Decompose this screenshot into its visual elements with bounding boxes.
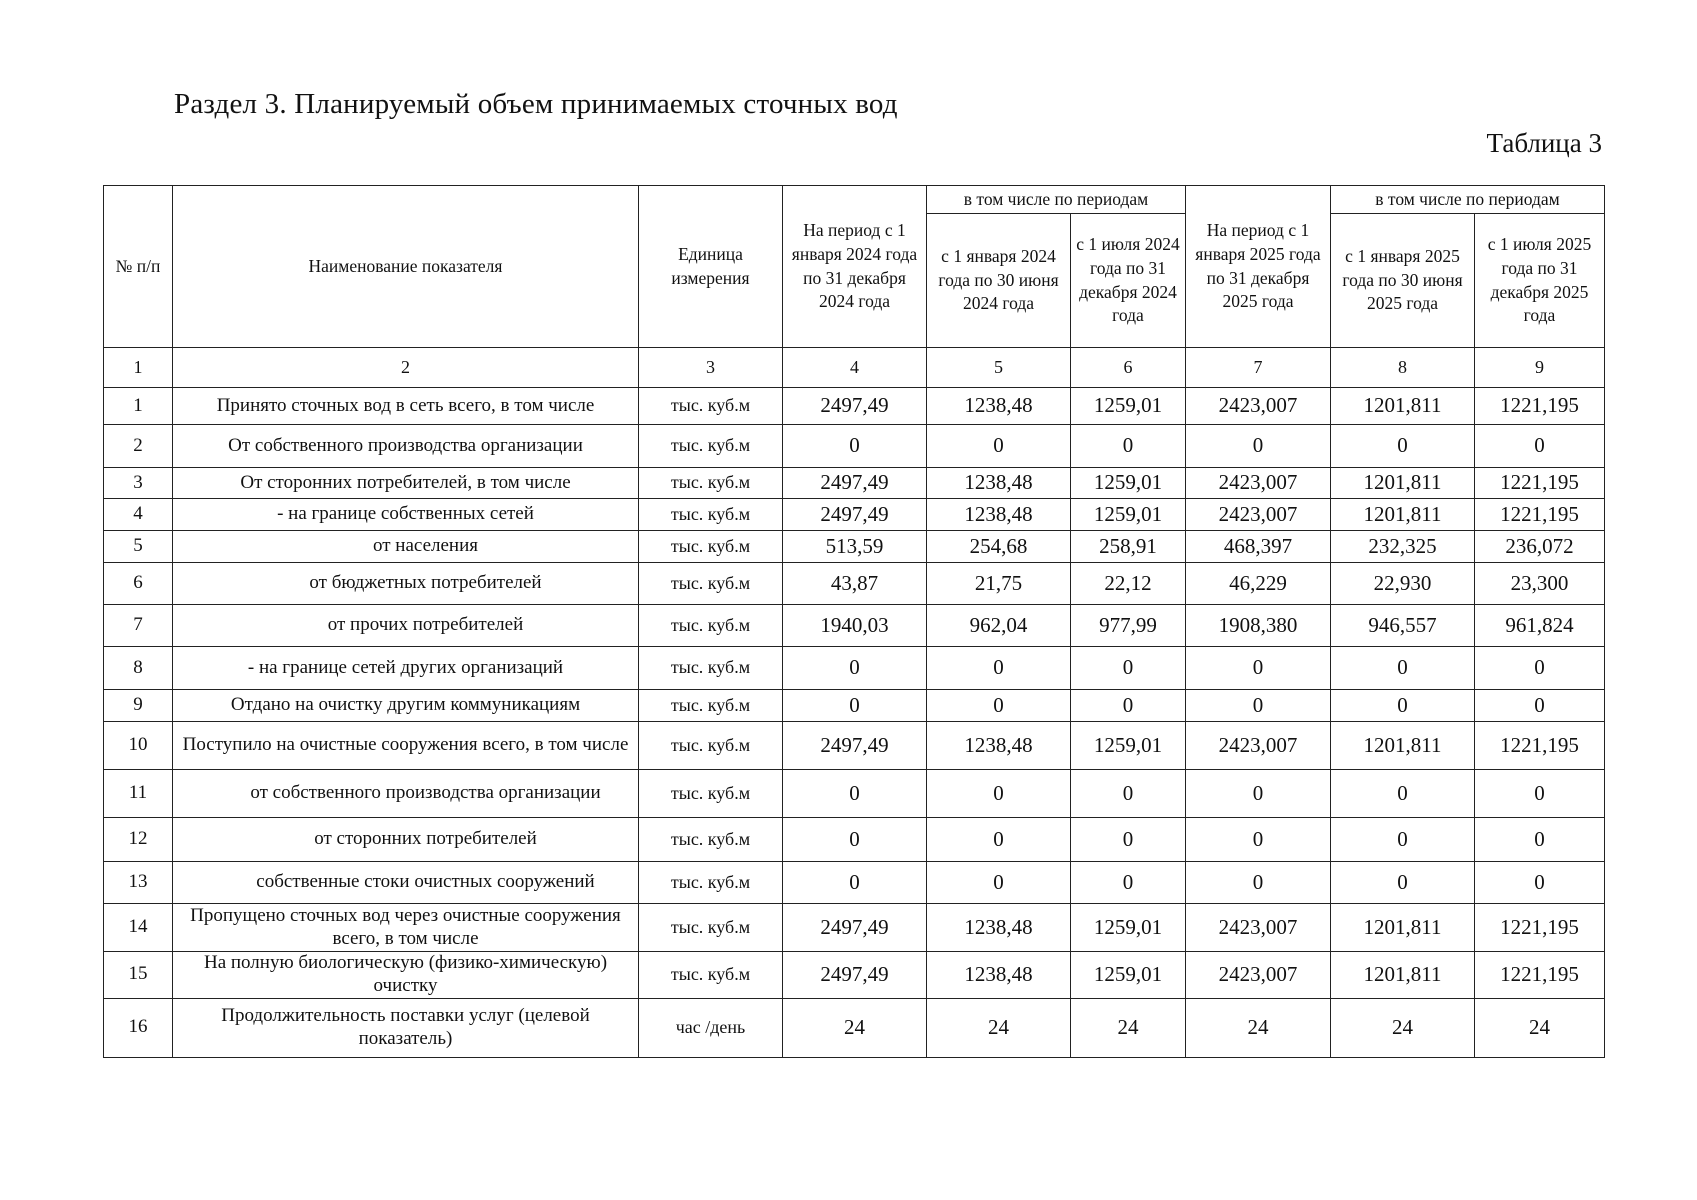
column-number: 8: [1331, 348, 1475, 388]
column-number: 2: [173, 348, 639, 388]
table-row: [104, 690, 1605, 722]
header-num: № п/п: [104, 186, 173, 348]
value-cell: 0: [1186, 647, 1331, 690]
column-number: 7: [1186, 348, 1331, 388]
value-cell: 0: [1071, 818, 1186, 862]
value-cell: 1201,811: [1331, 722, 1475, 770]
value-cell: 2497,49: [783, 388, 927, 425]
value-cell: 0: [1071, 690, 1186, 722]
section-title: Раздел 3. Планируемый объем принимаемых сточных вод: [174, 88, 898, 120]
value-cell: 0: [927, 770, 1071, 818]
value-cell: 1238,48: [927, 904, 1071, 952]
column-number: 4: [783, 348, 927, 388]
value-cell: 977,99: [1071, 605, 1186, 647]
value-cell: 254,68: [927, 531, 1071, 563]
row-number: 13: [104, 862, 173, 904]
indicator-name: Пропущено сточных вод через очистные сооружения всего, в том числе: [173, 904, 639, 952]
value-cell: 0: [1331, 818, 1475, 862]
row-number: 2: [104, 425, 173, 468]
value-cell: 1259,01: [1071, 952, 1186, 999]
value-cell: 1238,48: [927, 468, 1071, 499]
value-cell: 21,75: [927, 563, 1071, 605]
value-cell: 1201,811: [1331, 904, 1475, 952]
header-h1-2024: с 1 января 2024 года по 30 июня 2024 года: [927, 214, 1071, 348]
value-cell: 0: [1071, 770, 1186, 818]
value-cell: 0: [783, 425, 927, 468]
value-cell: 946,557: [1331, 605, 1475, 647]
value-cell: 2497,49: [783, 468, 927, 499]
value-cell: 1940,03: [783, 605, 927, 647]
value-cell: 1221,195: [1475, 388, 1605, 425]
value-cell: 0: [783, 770, 927, 818]
value-cell: 1259,01: [1071, 722, 1186, 770]
header-period-2025: На период с 1 января 2025 года по 31 декабря 2025 года: [1186, 186, 1331, 348]
value-cell: 2423,007: [1186, 499, 1331, 531]
value-cell: 0: [1475, 818, 1605, 862]
value-cell: 24: [1071, 998, 1186, 1057]
indicator-name: От собственного производства организации: [173, 425, 639, 468]
table-row: [104, 531, 1605, 563]
indicator-name: от бюджетных потребителей: [173, 563, 639, 605]
indicator-name: Поступило на очистные сооружения всего, в том числе: [173, 722, 639, 770]
value-cell: 0: [783, 818, 927, 862]
table-row: [104, 770, 1605, 818]
header-including-periods-2025: в том числе по периодам: [1331, 186, 1605, 214]
value-cell: 0: [927, 818, 1071, 862]
value-cell: 962,04: [927, 605, 1071, 647]
value-cell: 1259,01: [1071, 904, 1186, 952]
value-cell: 0: [927, 425, 1071, 468]
row-number: 9: [104, 690, 173, 722]
indicator-name: собственные стоки очистных сооружений: [173, 862, 639, 904]
unit-of-measure: тыс. куб.м: [639, 722, 783, 770]
row-number: 11: [104, 770, 173, 818]
table-row: [104, 818, 1605, 862]
header-h1-2025: с 1 января 2025 года по 30 июня 2025 года: [1331, 214, 1475, 348]
unit-of-measure: тыс. куб.м: [639, 468, 783, 499]
value-cell: 0: [927, 647, 1071, 690]
indicator-name: от собственного производства организации: [173, 770, 639, 818]
row-number: 12: [104, 818, 173, 862]
value-cell: 0: [1186, 425, 1331, 468]
value-cell: 24: [1475, 998, 1605, 1057]
value-cell: 1238,48: [927, 499, 1071, 531]
table-row: [104, 647, 1605, 690]
value-cell: 1201,811: [1331, 468, 1475, 499]
table-body: [104, 348, 1605, 1058]
value-cell: 0: [1475, 647, 1605, 690]
value-cell: 24: [783, 998, 927, 1057]
unit-of-measure: тыс. куб.м: [639, 770, 783, 818]
value-cell: 0: [1186, 690, 1331, 722]
indicator-name: от сторонних потребителей: [173, 818, 639, 862]
value-cell: 468,397: [1186, 531, 1331, 563]
value-cell: 1201,811: [1331, 952, 1475, 999]
value-cell: 0: [1331, 647, 1475, 690]
value-cell: 1238,48: [927, 952, 1071, 999]
table-row: [104, 499, 1605, 531]
value-cell: 0: [1475, 862, 1605, 904]
unit-of-measure: тыс. куб.м: [639, 690, 783, 722]
wastewater-volume-table: [103, 185, 1605, 1058]
unit-of-measure: тыс. куб.м: [639, 499, 783, 531]
table-row: [104, 563, 1605, 605]
header-period-2024: На период с 1 января 2024 года по 31 декабря 2024 года: [783, 186, 927, 348]
table-row: [104, 904, 1605, 952]
table-row: [104, 862, 1605, 904]
unit-of-measure: тыс. куб.м: [639, 531, 783, 563]
value-cell: 513,59: [783, 531, 927, 563]
value-cell: 1238,48: [927, 722, 1071, 770]
value-cell: 1221,195: [1475, 499, 1605, 531]
value-cell: 1201,811: [1331, 388, 1475, 425]
table-row: [104, 998, 1605, 1057]
indicator-name: Принято сточных вод в сеть всего, в том числе: [173, 388, 639, 425]
value-cell: 1259,01: [1071, 468, 1186, 499]
value-cell: 2497,49: [783, 904, 927, 952]
row-number: 3: [104, 468, 173, 499]
header-including-periods-2024: в том числе по периодам: [927, 186, 1186, 214]
value-cell: 46,229: [1186, 563, 1331, 605]
value-cell: 22,12: [1071, 563, 1186, 605]
indicator-name: От сторонних потребителей, в том числе: [173, 468, 639, 499]
value-cell: 2423,007: [1186, 388, 1331, 425]
value-cell: 1908,380: [1186, 605, 1331, 647]
value-cell: 0: [1331, 862, 1475, 904]
column-number: 1: [104, 348, 173, 388]
value-cell: 258,91: [1071, 531, 1186, 563]
value-cell: 0: [927, 690, 1071, 722]
header-unit: Единица измерения: [639, 186, 783, 348]
row-number: 4: [104, 499, 173, 531]
row-number: 10: [104, 722, 173, 770]
table-row: [104, 722, 1605, 770]
row-number: 1: [104, 388, 173, 425]
unit-of-measure: тыс. куб.м: [639, 388, 783, 425]
value-cell: 232,325: [1331, 531, 1475, 563]
value-cell: 0: [1475, 770, 1605, 818]
value-cell: 0: [1071, 425, 1186, 468]
row-number: 7: [104, 605, 173, 647]
value-cell: 0: [1186, 862, 1331, 904]
unit-of-measure: час /день: [639, 998, 783, 1057]
value-cell: 1221,195: [1475, 468, 1605, 499]
value-cell: 2497,49: [783, 952, 927, 999]
value-cell: 1259,01: [1071, 499, 1186, 531]
unit-of-measure: тыс. куб.м: [639, 605, 783, 647]
indicator-name: Отдано на очистку другим коммуникациям: [173, 690, 639, 722]
value-cell: 24: [1331, 998, 1475, 1057]
row-number: 15: [104, 952, 173, 999]
value-cell: 2423,007: [1186, 904, 1331, 952]
value-cell: 0: [1071, 647, 1186, 690]
indicator-name: - на границе сетей других организаций: [173, 647, 639, 690]
value-cell: 236,072: [1475, 531, 1605, 563]
header-h2-2025: с 1 июля 2025 года по 31 декабря 2025 года: [1475, 214, 1605, 348]
table-row: [104, 425, 1605, 468]
value-cell: 2423,007: [1186, 722, 1331, 770]
value-cell: 0: [1475, 690, 1605, 722]
value-cell: 1221,195: [1475, 904, 1605, 952]
row-number: 5: [104, 531, 173, 563]
indicator-name: Продолжительность поставки услуг (целевой показатель): [173, 998, 639, 1057]
unit-of-measure: тыс. куб.м: [639, 425, 783, 468]
row-number: 6: [104, 563, 173, 605]
value-cell: 0: [927, 862, 1071, 904]
row-number: 8: [104, 647, 173, 690]
value-cell: 0: [1186, 818, 1331, 862]
table-row: [104, 388, 1605, 425]
value-cell: 2423,007: [1186, 468, 1331, 499]
column-number: 9: [1475, 348, 1605, 388]
column-number: 6: [1071, 348, 1186, 388]
header-h2-2024: с 1 июля 2024 года по 31 декабря 2024 года: [1071, 214, 1186, 348]
value-cell: 2497,49: [783, 722, 927, 770]
table-label: Таблица 3: [1486, 128, 1602, 158]
value-cell: 23,300: [1475, 563, 1605, 605]
value-cell: 1238,48: [927, 388, 1071, 425]
value-cell: 0: [1475, 425, 1605, 468]
unit-of-measure: тыс. куб.м: [639, 862, 783, 904]
unit-of-measure: тыс. куб.м: [639, 647, 783, 690]
table-row: [104, 468, 1605, 499]
value-cell: 0: [1186, 770, 1331, 818]
value-cell: 0: [1331, 770, 1475, 818]
value-cell: 1221,195: [1475, 722, 1605, 770]
value-cell: 43,87: [783, 563, 927, 605]
unit-of-measure: тыс. куб.м: [639, 818, 783, 862]
column-number: 5: [927, 348, 1071, 388]
value-cell: 0: [1071, 862, 1186, 904]
indicator-name: - на границе собственных сетей: [173, 499, 639, 531]
indicator-name: от прочих потребителей: [173, 605, 639, 647]
indicator-name: от населения: [173, 531, 639, 563]
value-cell: 22,930: [1331, 563, 1475, 605]
row-number: 16: [104, 998, 173, 1057]
value-cell: 0: [783, 690, 927, 722]
unit-of-measure: тыс. куб.м: [639, 904, 783, 952]
value-cell: 0: [1331, 425, 1475, 468]
value-cell: 0: [783, 862, 927, 904]
value-cell: 24: [1186, 998, 1331, 1057]
column-number-row: [104, 348, 1605, 388]
value-cell: 0: [1331, 690, 1475, 722]
row-number: 14: [104, 904, 173, 952]
value-cell: 1259,01: [1071, 388, 1186, 425]
value-cell: 2423,007: [1186, 952, 1331, 999]
value-cell: 1201,811: [1331, 499, 1475, 531]
table-row: [104, 952, 1605, 999]
table-row: [104, 605, 1605, 647]
value-cell: 0: [783, 647, 927, 690]
unit-of-measure: тыс. куб.м: [639, 952, 783, 999]
value-cell: 961,824: [1475, 605, 1605, 647]
unit-of-measure: тыс. куб.м: [639, 563, 783, 605]
value-cell: 2497,49: [783, 499, 927, 531]
header-name: Наименование показателя: [173, 186, 639, 348]
column-number: 3: [639, 348, 783, 388]
value-cell: 24: [927, 998, 1071, 1057]
value-cell: 1221,195: [1475, 952, 1605, 999]
indicator-name: На полную биологическую (физико-химическую) очистку: [173, 952, 639, 999]
